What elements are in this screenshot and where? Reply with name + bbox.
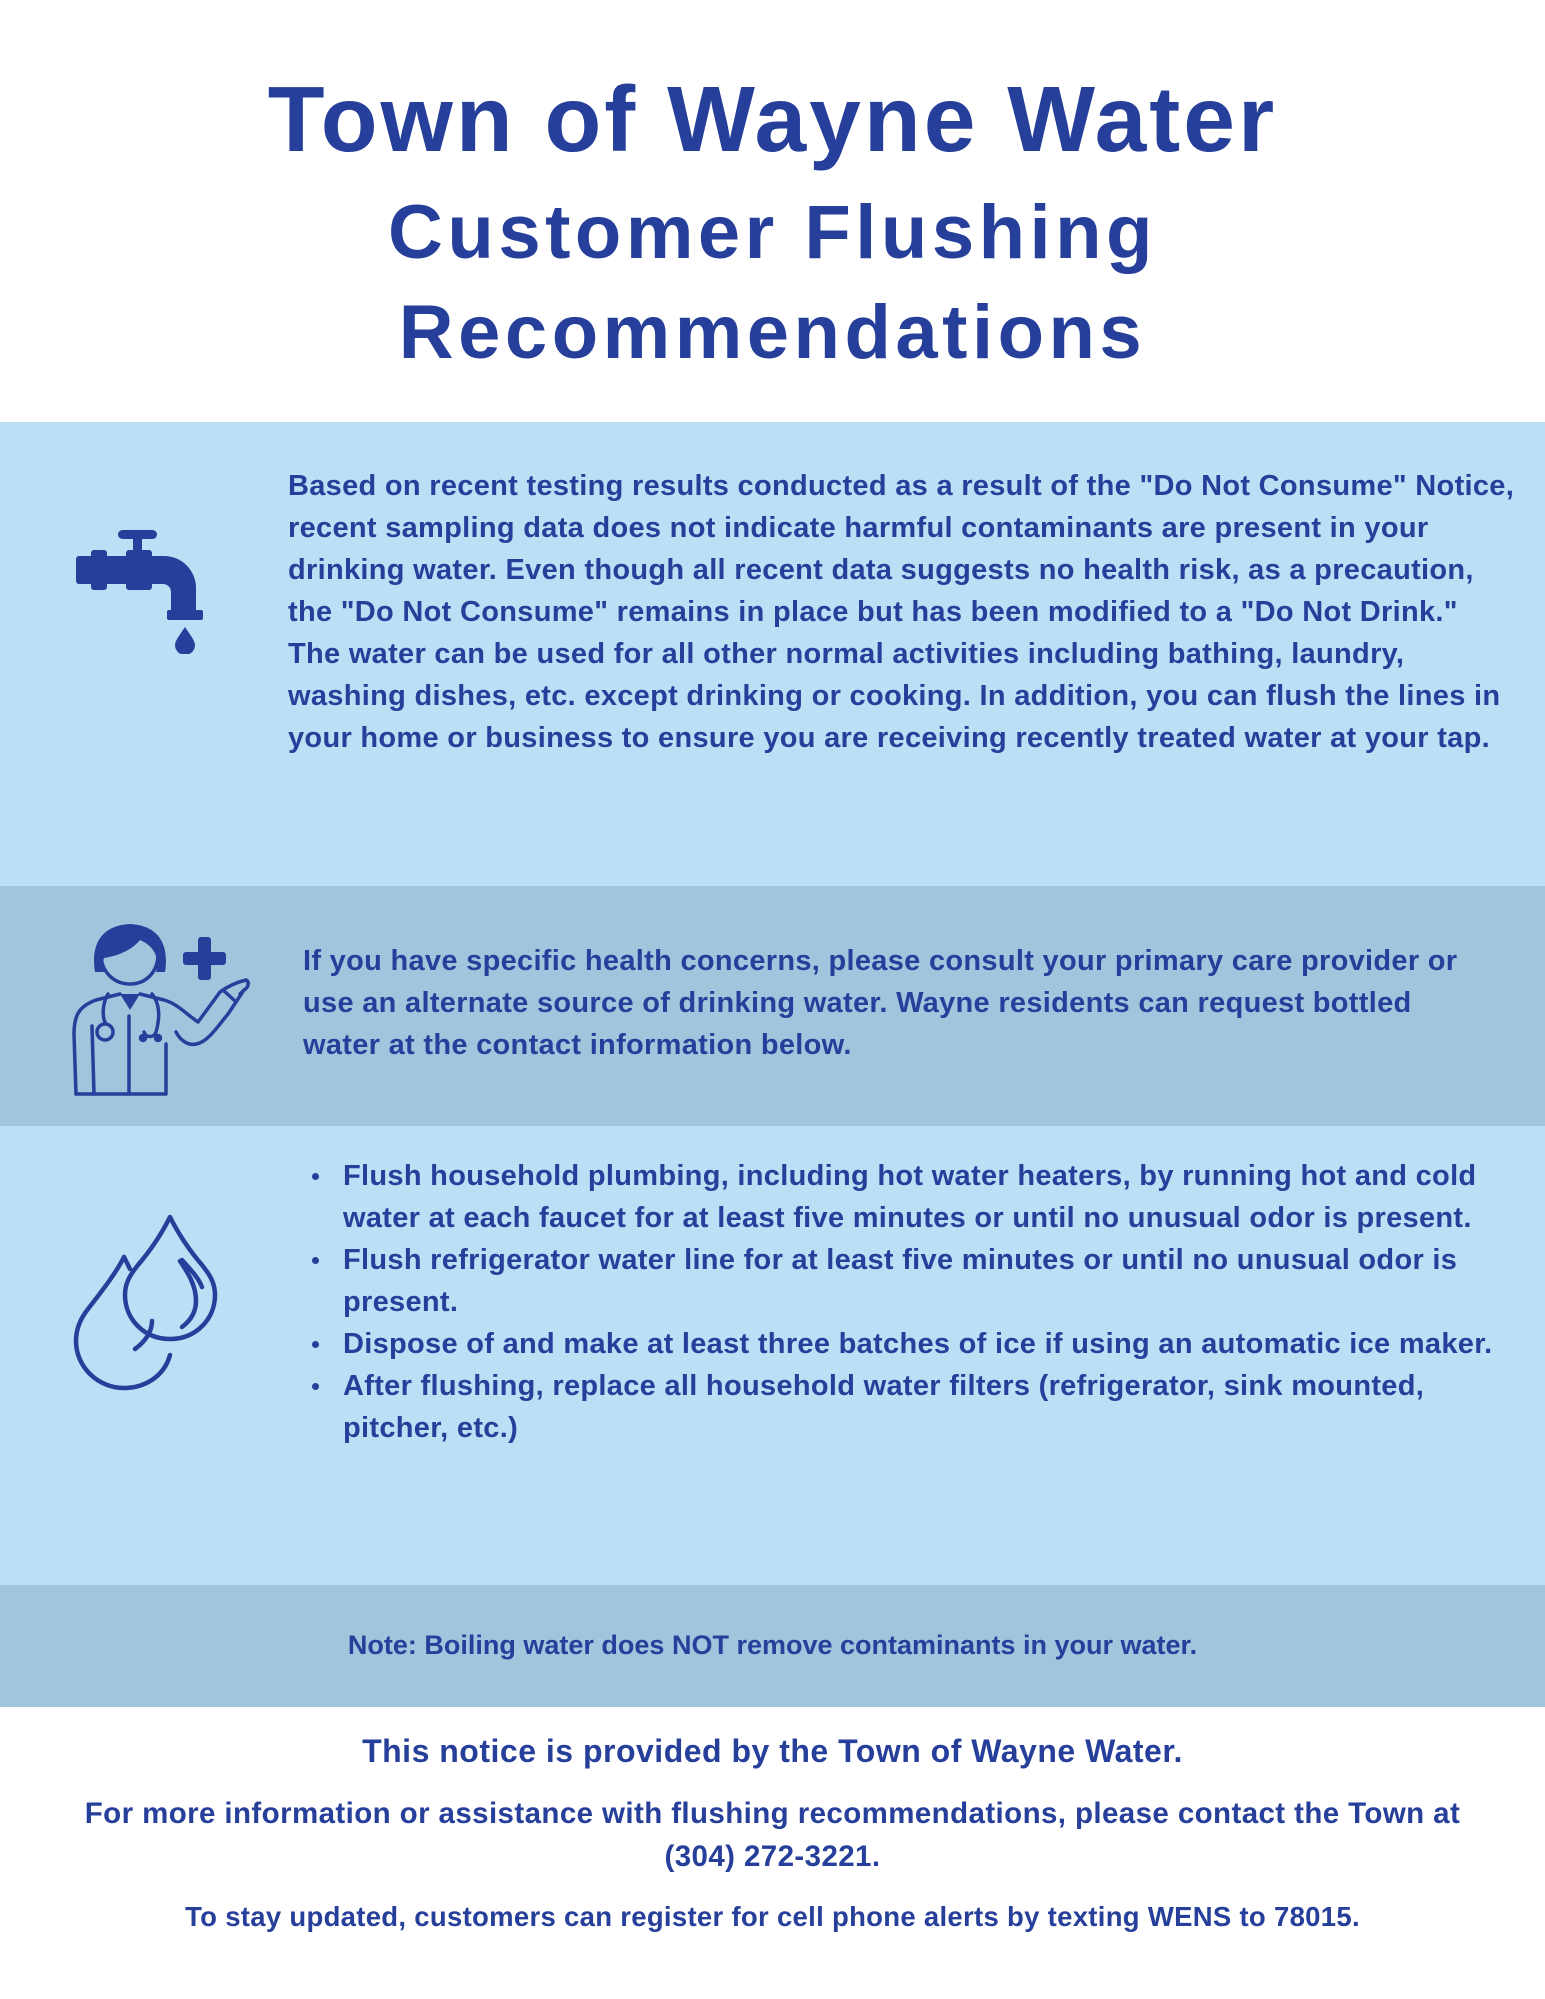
flushing-step-text: Dispose of and make at least three batches of ice if using an automatic ice maker.: [343, 1328, 1493, 1360]
flushing-step: [312, 1155, 1527, 1239]
bullet-icon: [312, 1257, 319, 1264]
flushing-step: [312, 1365, 1527, 1449]
water-drops-icon: [72, 1213, 218, 1399]
testing-results-text: Based on recent testing results conducted as a result of the "Do Not Consume" Notice, recent sampling data does not indicate harmful contaminants are present in your drinking water. Even though all recent data suggests no health risk, as a precaution, the "Do Not Consume" remains in place but has been modified to a "Do Not Drink." The water can be used for all other normal activities including bathing, laundry, washing dishes, etc. except drinking or cooking. In addition, you can flush the lines in your home or business to ensure you are receiving recently treated water at your tap.: [288, 470, 1515, 754]
flushing-steps-list: [312, 1155, 1527, 1449]
subtitle-line-1: Customer Flushing: [388, 190, 1157, 275]
boiling-note-text: Note: Boiling water does NOT remove contaminants in your water.: [347, 1630, 1198, 1660]
faucet-icon: [76, 530, 206, 654]
bullet-icon: [312, 1173, 319, 1180]
provided-by-text: This notice is provided by the Town of Wayne Water.: [362, 1733, 1183, 1769]
health-concerns-text: If you have specific health concerns, please consult your primary care provider or use an alternate source of drinking water. Wayne residents can request bottled water at the contact information below.: [303, 945, 1458, 1061]
flushing-step-text: Flush refrigerator water line for at least five minutes or until no unusual odor is present.: [343, 1244, 1458, 1318]
flushing-step-text: Flush household plumbing, including hot water heaters, by running hot and cold water at each faucet for at least five minutes or until no unusual odor is present.: [343, 1160, 1477, 1234]
alerts-signup-text: To stay updated, customers can register for cell phone alerts by texting WENS to 78015.: [185, 1901, 1360, 1932]
bullet-icon: [312, 1341, 319, 1348]
doctor-icon: [68, 914, 258, 1104]
flushing-step: [312, 1323, 1527, 1365]
subtitle-line-2: Recommendations: [398, 290, 1147, 375]
page-title: Town of Wayne Water: [267, 67, 1278, 171]
page-subtitle: [0, 183, 1545, 383]
flushing-step: [312, 1239, 1527, 1323]
bullet-icon: [312, 1383, 319, 1390]
flushing-step-text: After flushing, replace all household water filters (refrigerator, sink mounted, pitcher, etc.): [343, 1370, 1425, 1444]
contact-info-text: For more information or assistance with flushing recommendations, please contact the Town at (304) 272-3221.: [84, 1797, 1461, 1873]
